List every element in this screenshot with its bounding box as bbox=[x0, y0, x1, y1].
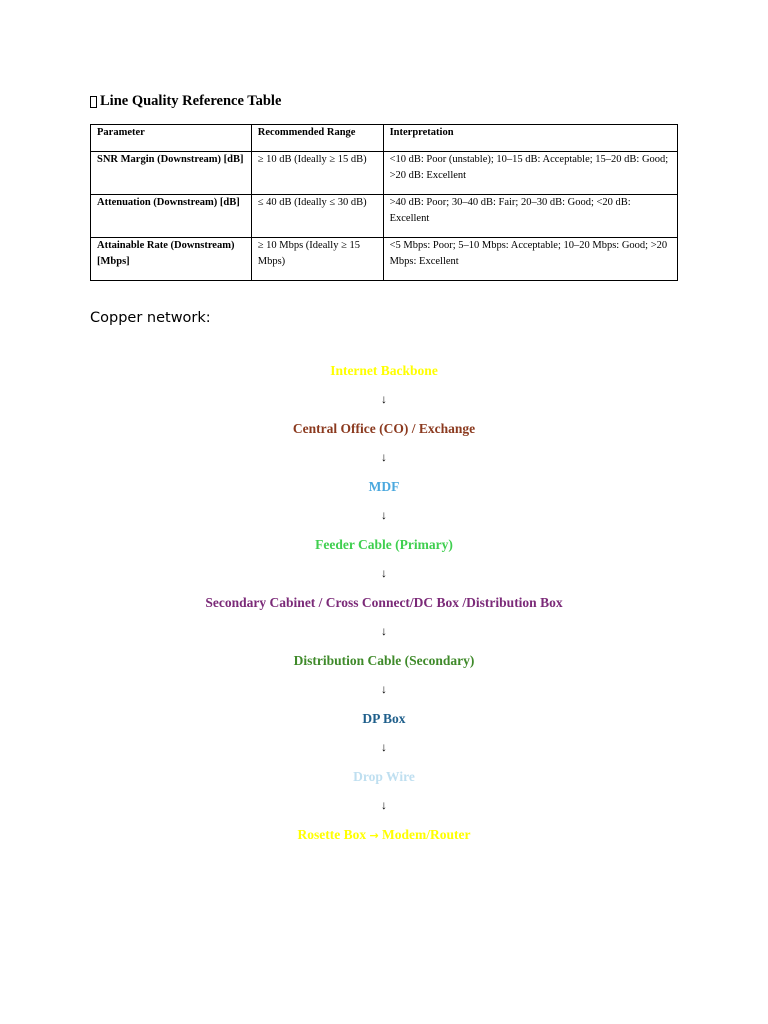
cell-interpretation: <10 dB: Poor (unstable); 10–15 dB: Acceptable; 15–20 dB: Good; >20 dB: Excellent bbox=[383, 152, 677, 195]
flow-arrow: ↓ bbox=[381, 682, 387, 696]
header-parameter: Parameter bbox=[91, 125, 252, 152]
cell-interpretation: >40 dB: Poor; 30–40 dB: Fair; 20–30 dB: Good; <20 dB: Excellent bbox=[383, 195, 677, 238]
cell-range: ≤ 40 dB (Ideally ≤ 30 dB) bbox=[251, 195, 383, 238]
flow-arrow: ↓ bbox=[381, 450, 387, 464]
right-arrow-icon: → bbox=[369, 829, 379, 842]
flow-node-mdf: MDF bbox=[368, 479, 400, 494]
flow-node-dp-box: DP Box bbox=[362, 711, 406, 726]
table-row bbox=[91, 238, 678, 281]
rosette-box-label: Rosette Box bbox=[297, 827, 367, 842]
cell-interpretation: <5 Mbps: Poor; 5–10 Mbps: Acceptable; 10–20 Mbps: Good; >20 Mbps: Excellent bbox=[383, 238, 677, 281]
flow-node-drop-wire: Drop Wire bbox=[353, 769, 415, 784]
table-row bbox=[91, 195, 678, 238]
flow-arrow: ↓ bbox=[381, 392, 387, 406]
cell-range: ≥ 10 Mbps (Ideally ≥ 15 Mbps) bbox=[251, 238, 383, 281]
flow-arrow: ↓ bbox=[381, 740, 387, 754]
flow-node-rosette-box bbox=[0, 825, 768, 844]
table-heading-text: Line Quality Reference Table bbox=[100, 93, 282, 109]
copper-network-flow bbox=[0, 361, 768, 844]
table-header-row bbox=[91, 125, 678, 152]
flow-node-distribution-cable: Distribution Cable (Secondary) bbox=[293, 653, 475, 668]
cell-parameter: Attenuation (Downstream) [dB] bbox=[91, 195, 252, 238]
line-quality-table bbox=[90, 124, 678, 281]
cell-parameter: Attainable Rate (Downstream) [Mbps] bbox=[91, 238, 252, 281]
copper-network-label: Copper network: bbox=[90, 310, 211, 326]
flow-arrow: ↓ bbox=[381, 624, 387, 638]
missing-glyph-icon bbox=[90, 96, 97, 108]
flow-node-internet-backbone: Internet Backbone bbox=[330, 363, 438, 378]
modem-router-label: Modem/Router bbox=[382, 827, 471, 842]
cell-parameter: SNR Margin (Downstream) [dB] bbox=[91, 152, 252, 195]
header-recommended-range: Recommended Range bbox=[251, 125, 383, 152]
flow-node-central-office: Central Office (CO) / Exchange bbox=[292, 421, 476, 436]
flow-node-feeder-cable: Feeder Cable (Primary) bbox=[315, 537, 453, 552]
table-row bbox=[91, 152, 678, 195]
table-heading bbox=[90, 93, 281, 110]
flow-arrow: ↓ bbox=[381, 566, 387, 580]
header-interpretation: Interpretation bbox=[383, 125, 677, 152]
flow-arrow: ↓ bbox=[381, 508, 387, 522]
flow-node-secondary-cabinet: Secondary Cabinet / Cross Connect/DC Box /Distribution Box bbox=[205, 595, 563, 610]
flow-arrow: ↓ bbox=[381, 798, 387, 812]
cell-range: ≥ 10 dB (Ideally ≥ 15 dB) bbox=[251, 152, 383, 195]
